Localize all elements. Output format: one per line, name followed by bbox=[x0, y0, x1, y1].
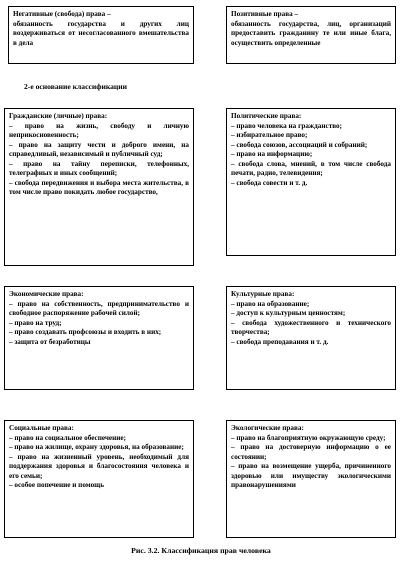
rights-list-item: – доступ к культурным ценностям; bbox=[231, 309, 346, 317]
rights-list-item: обязанность государства и других лиц воздерживаться от несогласованного вмешательства в дела bbox=[13, 19, 189, 47]
rights-list-item: – право на тайну переписки, телефонных, телеграфных и иных сообщений; bbox=[9, 159, 189, 177]
civil-rights-title: Гражданские (личные) права: bbox=[9, 112, 108, 120]
ecological-rights-title: Экологические права: bbox=[231, 424, 304, 432]
rights-list-item: – право на благоприятную окружающую среду; bbox=[231, 433, 386, 442]
positive-rights-box bbox=[226, 6, 396, 64]
civil-rights-box bbox=[4, 108, 194, 266]
rights-list-item: – свобода преподавания и т. д. bbox=[231, 337, 329, 346]
negative-rights-title: Негативные (свобода) права – bbox=[13, 10, 111, 18]
rights-list-item: – право создавать профсоюзы и входить в них; bbox=[9, 328, 162, 336]
rights-list-item: обязанность государства, лиц, организаций предоставить гражданину те или иные блага, осуществить определенные bbox=[231, 19, 391, 47]
rights-list-item: – свобода художественного и технического творчества; bbox=[231, 318, 391, 336]
rights-list-item: – право на жизненный уровень, необходимый для поддержания здоровья и благосостояния человека и его семьи; bbox=[9, 452, 189, 480]
social-rights-box bbox=[4, 420, 194, 538]
rights-list-item: – право на информацию; bbox=[231, 150, 313, 158]
political-rights-title: Политические права: bbox=[231, 112, 302, 120]
rights-list-item: – право на собственность, предпринимательство и свободное распоряжение рабочей силой; bbox=[9, 299, 189, 317]
rights-list-item: – право на социальное обеспечение; bbox=[9, 433, 126, 442]
economic-rights-box bbox=[4, 286, 194, 390]
social-rights-title: Социальные права: bbox=[9, 424, 74, 432]
rights-list-item: – особое попечение и помощь bbox=[9, 481, 105, 489]
rights-list-item: – право на труд; bbox=[9, 318, 62, 327]
section-heading: 2-е основание классификации bbox=[24, 82, 128, 91]
cultural-rights-box bbox=[226, 286, 396, 390]
rights-list-item: – свобода союзов, ассоциаций и собраний; bbox=[231, 140, 368, 149]
figure-caption: Рис. 3.2. Классификация прав человека bbox=[131, 546, 271, 555]
rights-list-item: – право на образование; bbox=[231, 299, 310, 308]
rights-list-item: – право на возмещение ущерба, причиненного здоровью или имуществу экологическими правонарушениями bbox=[231, 462, 391, 489]
rights-list-item: – свобода слова, мнений, в том числе свобода печати, радио, телевидения; bbox=[231, 159, 391, 177]
rights-list-item: – свобода передвижения и выбора места жительства, в том числе право покидать любое государство, bbox=[9, 178, 189, 196]
negative-rights-box bbox=[8, 6, 194, 64]
rights-list-item: – право на жизнь, свободу и личную неприкосновенность; bbox=[9, 121, 189, 139]
cultural-rights-title: Культурные права: bbox=[231, 290, 295, 298]
rights-list-item: – свобода совести и т. д. bbox=[231, 178, 308, 187]
rights-list-item: – право на достоверную информацию о ее состоянии; bbox=[231, 443, 391, 461]
rights-list-item: – право на защиту чести и доброго имени, на справедливый, независимый и публичный суд; bbox=[9, 140, 189, 158]
rights-list-item: – право на жилище, охрану здоровья, на образование; bbox=[9, 443, 184, 451]
economic-rights-title: Экономические права: bbox=[9, 290, 84, 298]
rights-list-item: – избирательное право; bbox=[231, 131, 308, 139]
positive-rights-title: Позитивные права – bbox=[231, 10, 299, 18]
political-rights-box bbox=[226, 108, 396, 256]
ecological-rights-box bbox=[226, 420, 396, 538]
rights-list-item: – право человека на гражданство; bbox=[231, 121, 343, 130]
rights-list-item: – защита от безработицы bbox=[9, 337, 91, 346]
